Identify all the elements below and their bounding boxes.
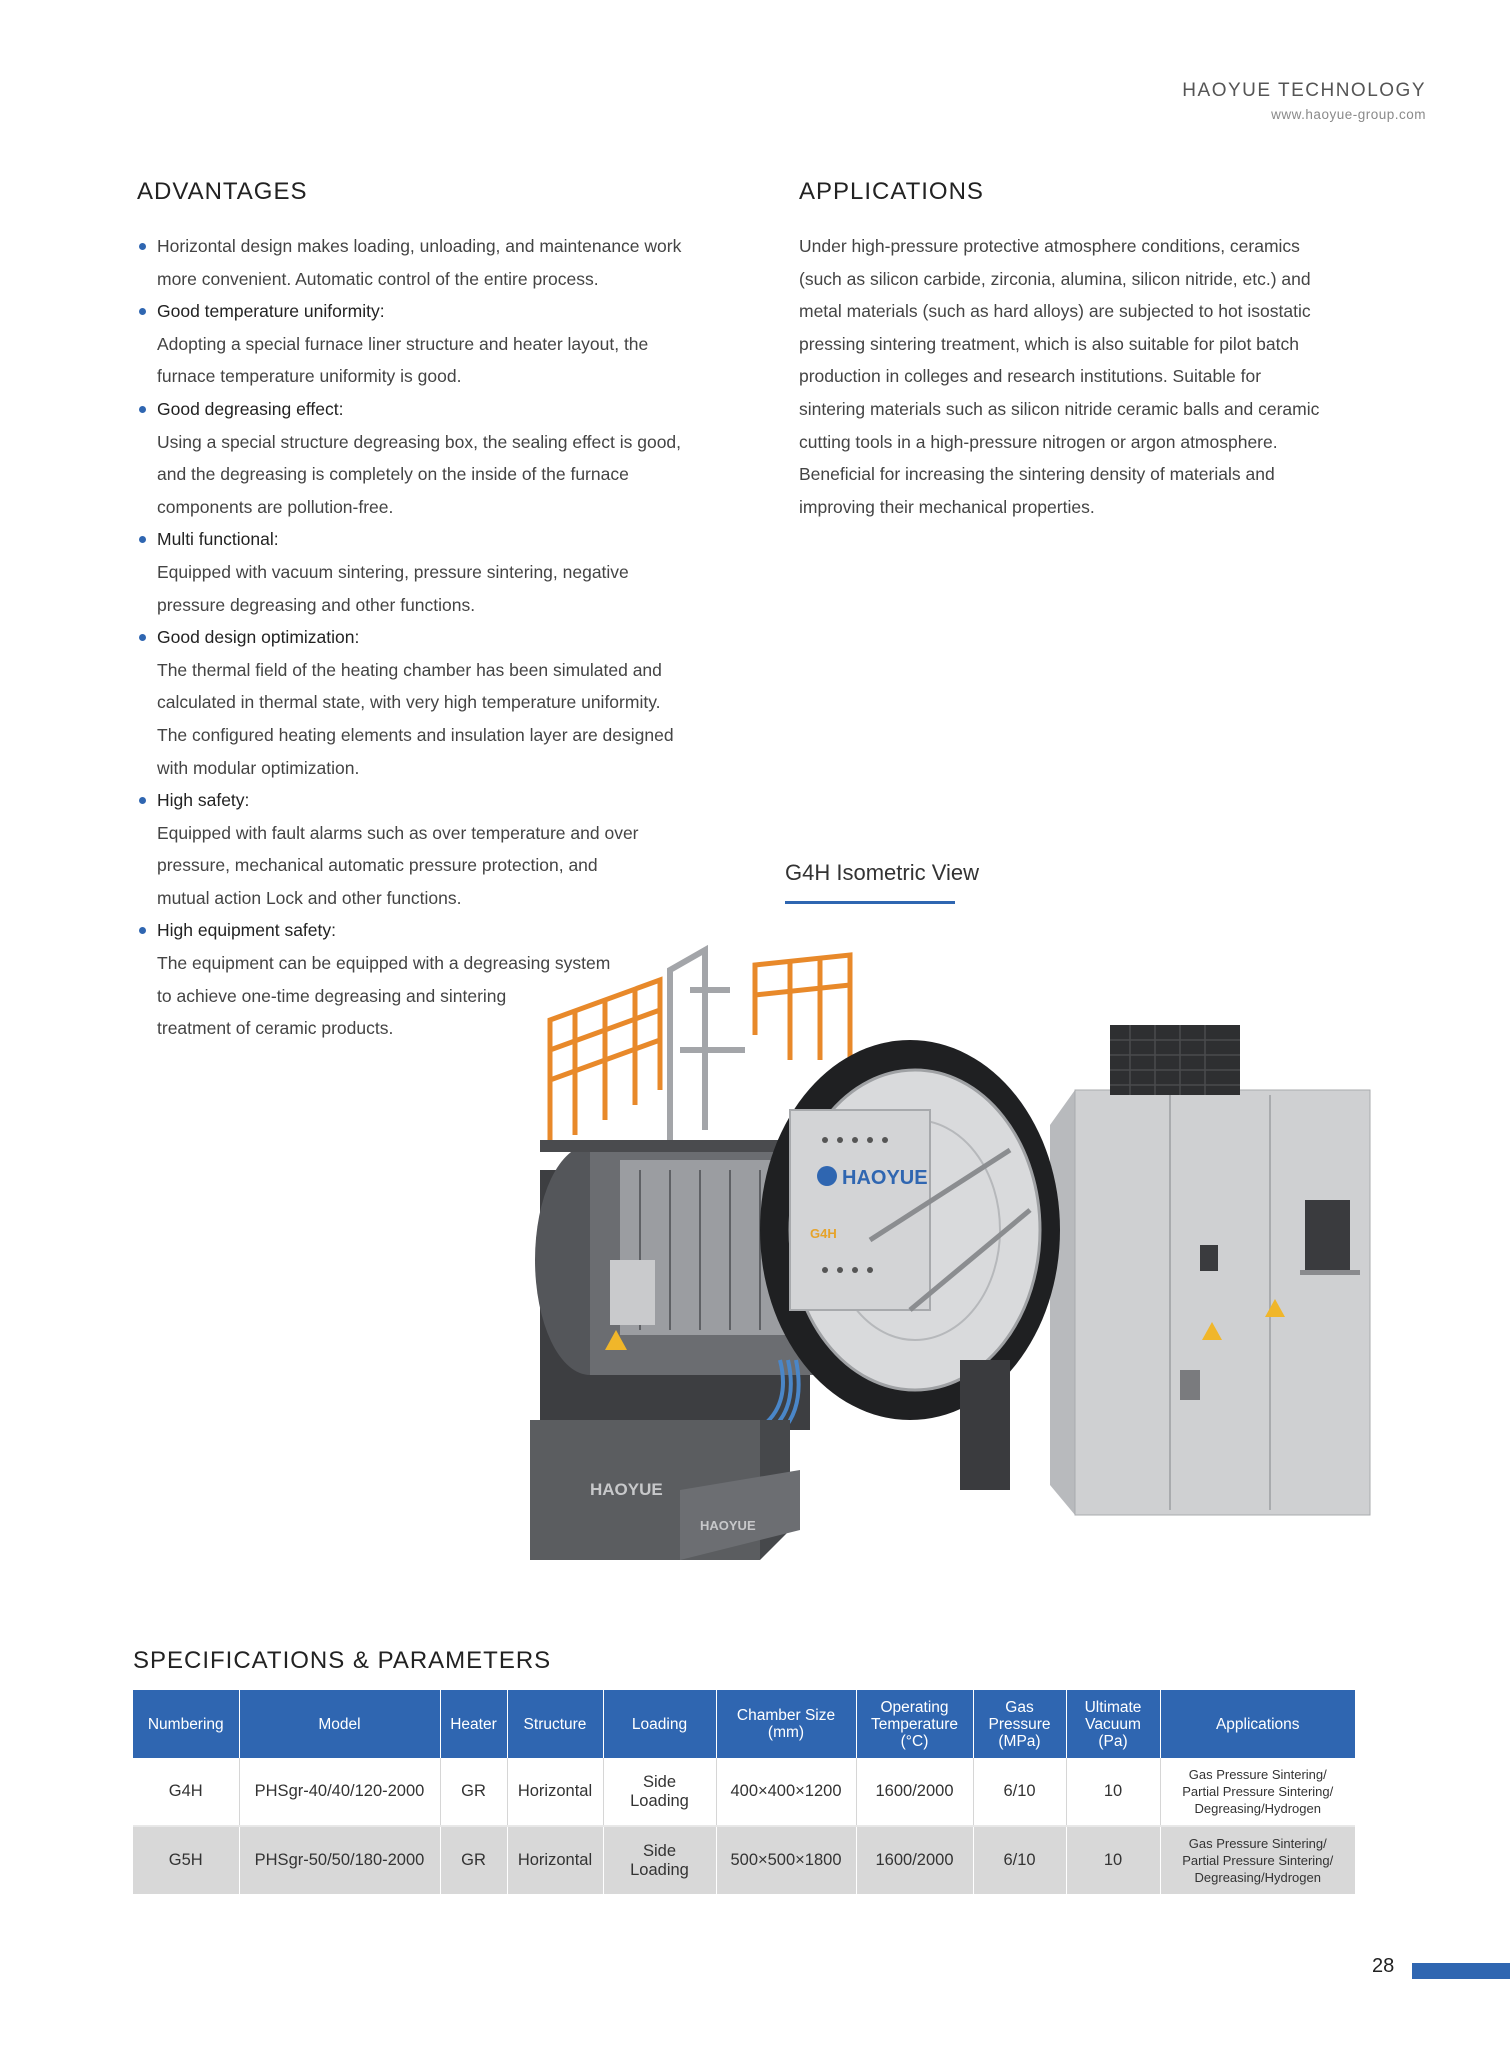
advantage-heading: High equipment safety:: [157, 920, 336, 941]
cell-numbering: G5H: [133, 1826, 239, 1894]
cell-model: PHSgr-40/40/120-2000: [239, 1758, 440, 1826]
column-header: Chamber Size (mm): [716, 1690, 856, 1758]
advantage-text-line: The equipment can be equipped with a degreasing system: [157, 953, 611, 974]
advantage-text-line: Adopting a special furnace liner structure and heater layout, the: [157, 333, 649, 354]
specifications-title: SPECIFICATIONS & PARAMETERS: [133, 1647, 552, 1674]
advantage-text-line: Equipped with fault alarms such as over temperature and over: [157, 822, 639, 843]
advantages-title: ADVANTAGES: [137, 178, 308, 205]
title-underline: [785, 901, 955, 904]
advantage-text-line: Using a special structure degreasing box, the sealing effect is good,: [157, 431, 682, 452]
control-cabinet: [1050, 1025, 1370, 1515]
advantage-text-line: pressure, mechanical automatic pressure protection, and: [157, 855, 598, 876]
page-accent-bar: [1412, 1963, 1510, 1979]
advantage-text-line: to achieve one-time degreasing and sintering: [157, 985, 507, 1006]
advantage-item: [137, 230, 757, 295]
column-header: Applications: [1160, 1690, 1355, 1758]
advantage-heading: Good degreasing effect:: [157, 398, 344, 419]
cell-heater: GR: [440, 1758, 507, 1826]
advantage-text-line: The configured heating elements and insulation layer are designed: [157, 724, 674, 745]
cell-line: Loading: [630, 1860, 689, 1879]
door-logo: HAOYUE: [842, 1167, 928, 1189]
cell-vacuum: 10: [1066, 1826, 1160, 1894]
column-header: Structure: [507, 1690, 603, 1758]
column-header: Model: [239, 1690, 440, 1758]
cell-temperature: 1600/2000: [856, 1758, 973, 1826]
applications-text-line: production in colleges and research institutions. Suitable for: [799, 366, 1262, 387]
advantage-text-line: more convenient. Automatic control of the entire process.: [157, 268, 599, 289]
column-header: Heater: [440, 1690, 507, 1758]
isometric-view-title: G4H Isometric View: [785, 860, 979, 885]
table-row: [133, 1826, 1355, 1894]
cell-applications: [1160, 1826, 1355, 1894]
column-header: Loading: [603, 1690, 716, 1758]
base-logo: HAOYUE: [590, 1480, 663, 1499]
applications-text-line: (such as silicon carbide, zirconia, alumina, silicon nitride, etc.) and: [799, 268, 1311, 289]
advantage-text-line: and the degreasing is completely on the inside of the furnace: [157, 464, 629, 485]
cell-line: Degreasing/Hydrogen: [1194, 1870, 1321, 1885]
cell-loading: [603, 1758, 716, 1826]
specifications-table: [133, 1690, 1355, 1894]
applications-text-line: cutting tools in a high-pressure nitrogen or argon atmosphere.: [799, 431, 1278, 452]
logo-mark-icon: [817, 1166, 837, 1186]
advantage-text-line: Equipped with vacuum sintering, pressure sintering, negative: [157, 561, 629, 582]
applications-text-line: metal materials (such as hard alloys) are subjected to hot isostatic: [799, 301, 1311, 322]
cell-line: Side: [642, 1772, 677, 1791]
table-row: [133, 1758, 1355, 1826]
brand-header: [1182, 80, 1426, 122]
cell-structure: Horizontal: [507, 1826, 603, 1894]
advantages-list: [137, 230, 757, 1045]
cell-structure: Horizontal: [507, 1758, 603, 1826]
advantage-text-line: calculated in thermal state, with very high temperature uniformity.: [157, 692, 661, 713]
column-header: Numbering: [133, 1690, 239, 1758]
cell-pressure: 6/10: [973, 1758, 1066, 1826]
cell-vacuum: 10: [1066, 1758, 1160, 1826]
cell-chamber: 400×400×1200: [716, 1758, 856, 1826]
column-header: Gas Pressure (MPa): [973, 1690, 1066, 1758]
cell-heater: GR: [440, 1826, 507, 1894]
base-logo-small: HAOYUE: [700, 1518, 756, 1533]
advantage-item: [137, 295, 757, 393]
applications-text-line: improving their mechanical properties.: [799, 496, 1095, 517]
applications-title: APPLICATIONS: [799, 178, 984, 205]
applications-text-line: pressing sintering treatment, which is also suitable for pilot batch: [799, 333, 1299, 354]
cell-line: Loading: [630, 1791, 689, 1810]
advantage-text-line: with modular optimization.: [157, 757, 360, 778]
table-header-row: [133, 1690, 1355, 1758]
cell-model: PHSgr-50/50/180-2000: [239, 1826, 440, 1894]
advantage-item: [137, 784, 757, 914]
advantage-text-line: mutual action Lock and other functions.: [157, 887, 462, 908]
cell-line: Degreasing/Hydrogen: [1194, 1801, 1321, 1816]
applications-text-line: Beneficial for increasing the sintering density of materials and: [799, 464, 1275, 485]
applications-text-line: sintering materials such as silicon nitride ceramic balls and ceramic: [799, 398, 1320, 419]
advantage-text-line: furnace temperature uniformity is good.: [157, 366, 462, 387]
advantage-text-line: components are pollution-free.: [157, 496, 394, 517]
brand-url: www.haoyue-group.com: [1271, 107, 1426, 122]
furnace-illustration: [530, 930, 1380, 1620]
cell-applications: [1160, 1758, 1355, 1826]
page-number: 28: [1372, 1955, 1395, 1977]
gas-piping: [670, 950, 745, 1140]
cell-numbering: G4H: [133, 1758, 239, 1826]
applications-text: [799, 230, 1379, 523]
advantage-text-line: pressure degreasing and other functions.: [157, 594, 476, 615]
applications-text-line: Under high-pressure protective atmosphere conditions, ceramics: [799, 236, 1300, 256]
cell-line: Gas Pressure Sintering/: [1188, 1836, 1327, 1851]
advantage-item: [137, 393, 757, 523]
advantage-heading: High safety:: [157, 790, 250, 811]
advantage-item: [137, 621, 757, 784]
column-header: Ultimate Vacuum (Pa): [1066, 1690, 1160, 1758]
advantage-heading: Multi functional:: [157, 529, 279, 550]
advantage-heading: Good design optimization:: [157, 627, 360, 648]
cell-line: Partial Pressure Sintering/: [1182, 1784, 1334, 1799]
advantage-text-line: Horizontal design makes loading, unloading, and maintenance work: [157, 236, 682, 256]
cell-line: Gas Pressure Sintering/: [1188, 1767, 1327, 1782]
advantage-item: [137, 523, 757, 621]
cell-temperature: 1600/2000: [856, 1826, 973, 1894]
cell-loading: [603, 1826, 716, 1894]
advantage-heading: Good temperature uniformity:: [157, 301, 385, 322]
advantage-text-line: The thermal field of the heating chamber has been simulated and: [157, 659, 662, 680]
cell-line: Side: [642, 1841, 677, 1860]
advantage-text-line: treatment of ceramic products.: [157, 1018, 394, 1039]
door-model-tag: G4H: [810, 1226, 837, 1241]
column-header: Operating Temperature (°C): [856, 1690, 973, 1758]
cell-line: Partial Pressure Sintering/: [1182, 1853, 1334, 1868]
cell-pressure: 6/10: [973, 1826, 1066, 1894]
brand-name: HAOYUE TECHNOLOGY: [1182, 80, 1426, 101]
cell-chamber: 500×500×1800: [716, 1826, 856, 1894]
